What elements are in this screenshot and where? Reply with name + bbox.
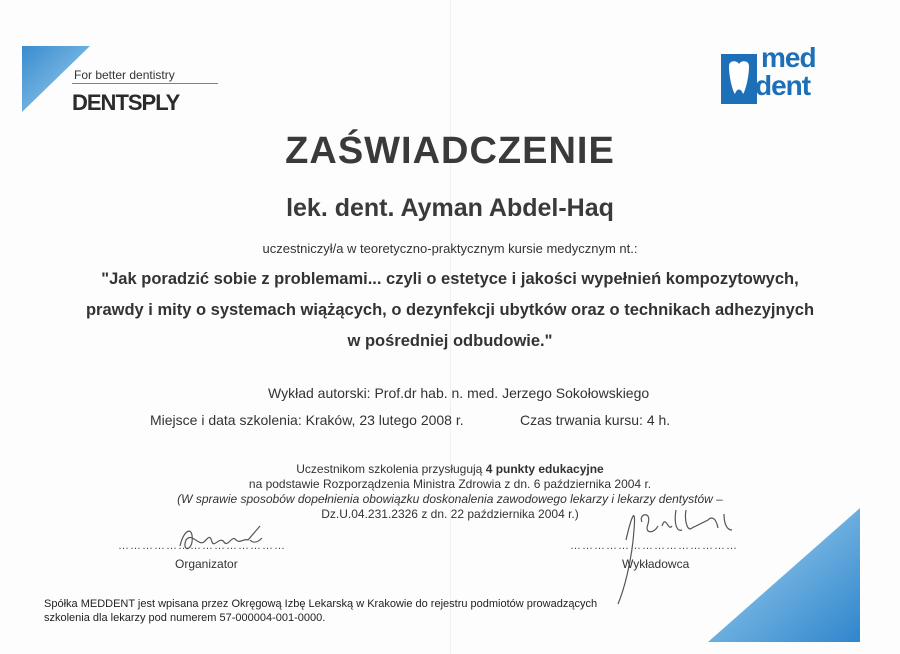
- lecturer-signature: [612, 500, 742, 610]
- tagline-underline: [72, 83, 218, 84]
- legal-line-1: [0, 462, 900, 477]
- certificate-title: ZAŚWIADCZENIE: [285, 130, 615, 172]
- course-title: [0, 264, 900, 357]
- lecturer-info: Wykład autorski: Prof.dr hab. n. med. Jerzego Sokołowskiego: [268, 385, 650, 401]
- legal-text: [0, 462, 900, 522]
- footer-line-2: szkolenia dla lekarzy pod numerem 57-000004-001-0000.: [44, 612, 326, 624]
- legal-line-4: Dz.U.04.231.2326 z dn. 22 października 2004 r.): [321, 507, 579, 521]
- meddent-text-bottom: dent: [755, 70, 811, 101]
- education-points: 4 punkty edukacyjne: [485, 462, 604, 476]
- legal-line-1-text: Uczestnikom szkolenia przysługują: [296, 462, 486, 476]
- place-date: Miejsce i data szkolenia: Kraków, 23 lutego 2008 r.: [150, 412, 464, 428]
- lecturer-label: Wykładowca: [622, 557, 690, 571]
- legal-line-2: na podstawie Rozporządzenia Ministra Zdrowia z dn. 6 października 2004 r.: [248, 477, 652, 491]
- recipient-name: lek. dent. Ayman Abdel-Haq: [286, 194, 614, 222]
- registry-footer: [44, 597, 597, 625]
- legal-line-3: (W sprawie sposobów dopełnienia obowiązku doskonalenia zawodowego lekarzy i lekarzy dentystów –: [177, 492, 723, 506]
- meddent-text-top: med: [761, 42, 816, 73]
- course-line-3: w pośredniej odbudowie.": [347, 332, 553, 350]
- intro-text: uczestniczył/a w teoretyczno-praktycznym kursie medycznym nt.:: [262, 241, 638, 256]
- course-duration: Czas trwania kursu: 4 h.: [520, 412, 671, 428]
- meddent-logo: [721, 42, 831, 106]
- course-line-1: "Jak poradzić sobie z problemami... czyli o estetyce i jakości wypełnień kompozytowych,: [101, 270, 799, 288]
- organizer-label: Organizator: [175, 557, 238, 571]
- organizer-signature-line: ……………………………………: [118, 540, 286, 552]
- lecturer-signature-line: ……………………………………: [570, 540, 738, 552]
- course-line-2: prawdy i mity o systemach wiążących, o dezynfekcji ubytków oraz o technikach adhezyjnych: [85, 301, 815, 319]
- dentsply-logo: DENTSPLY: [72, 90, 180, 115]
- dentsply-tagline: For better dentistry: [74, 68, 175, 82]
- footer-line-1: Spółka MEDDENT jest wpisana przez Okręgową Izbę Lekarską w Krakowie do rejestru podmiotów prowadzących: [44, 598, 598, 610]
